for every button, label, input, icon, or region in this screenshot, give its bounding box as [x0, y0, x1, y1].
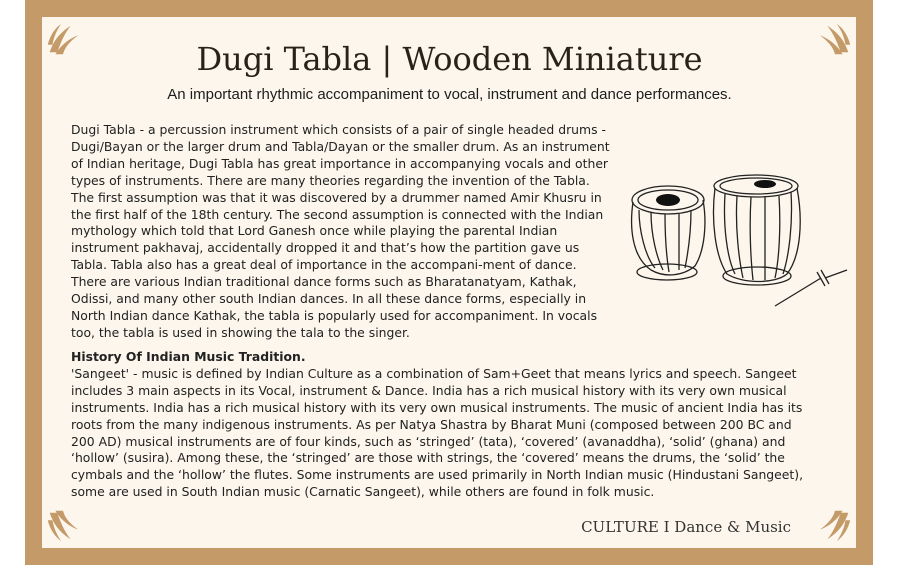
page-subtitle: An important rhythmic accompaniment to vocal, instrument and dance performances.	[167, 86, 732, 103]
page-title: Dugi Tabla | Wooden Miniature	[196, 40, 703, 78]
tabla-illustration-icon	[625, 170, 855, 315]
intro-paragraph: Dugi Tabla - a percussion instrument which consists of a pair of single headed drums - Dugi/Bayan or the larger drum and Tabla/Dayan or the smaller drum. As an instrument of Indian heritage, Dugi Tabla has great importance in accompanying vocals and other types of instruments. There are many theories regarding the invention of the Tabla. The first assumption was that it was discovered by a drummer named Amir Khusru in the first half of the 18th century. The second assumption is connected with the Indian mythology which told that Lord Ganesh once while playing the parental Indian instrument pakhavaj, accidentally dropped it and that’s how the partition gave us Tabla. Tabla also has a great deal of importance in the accompani-ment of dance. There are various Indian traditional dance forms such as Bharatanatyam, Kathak, Odissi, and many other south Indian dances. In all these dance forms, especially in North Indian dance Kathak, the tabla is popularly used for accompaniment. In vocals too, the tabla is used in showing the tala to the singer.	[71, 122, 610, 340]
corner-ornament-icon	[816, 507, 854, 545]
history-heading: History Of Indian Music Tradition.	[71, 349, 306, 364]
history-section	[71, 349, 816, 501]
history-paragraph: 'Sangeet' - music is defined by Indian Culture as a combination of Sam+Geet that means lyrics and speech. Sangeet includes 3 main aspects in its Vocal, instrument & Dance. India has a rich musical history with its very own musical instruments. India has a rich musical history with its very own musical instruments. The music of ancient India has its roots from the many indigenous instruments. As per Natya Shastra by Bharat Muni (composed between 200 BC and 200 AD) musical instruments are of four kinds, such as ‘stringed’ (tata), ‘covered’ (avanaddha), ‘solid’ (ghana) and ‘hollow’ (susira). Among these, the ‘stringed’ are those with strings, the ‘covered’ means the drums, the ‘solid’ the cymbals and the ‘hollow’ the flutes. Some instruments are used primarily in North Indian music (Hindustani Sangeet), some are used in South Indian music (Carnatic Sangeet), while others are found in folk music.	[71, 365, 804, 500]
footer-tagline: CULTURE I Dance & Music	[581, 518, 791, 536]
corner-ornament-icon	[44, 507, 82, 545]
